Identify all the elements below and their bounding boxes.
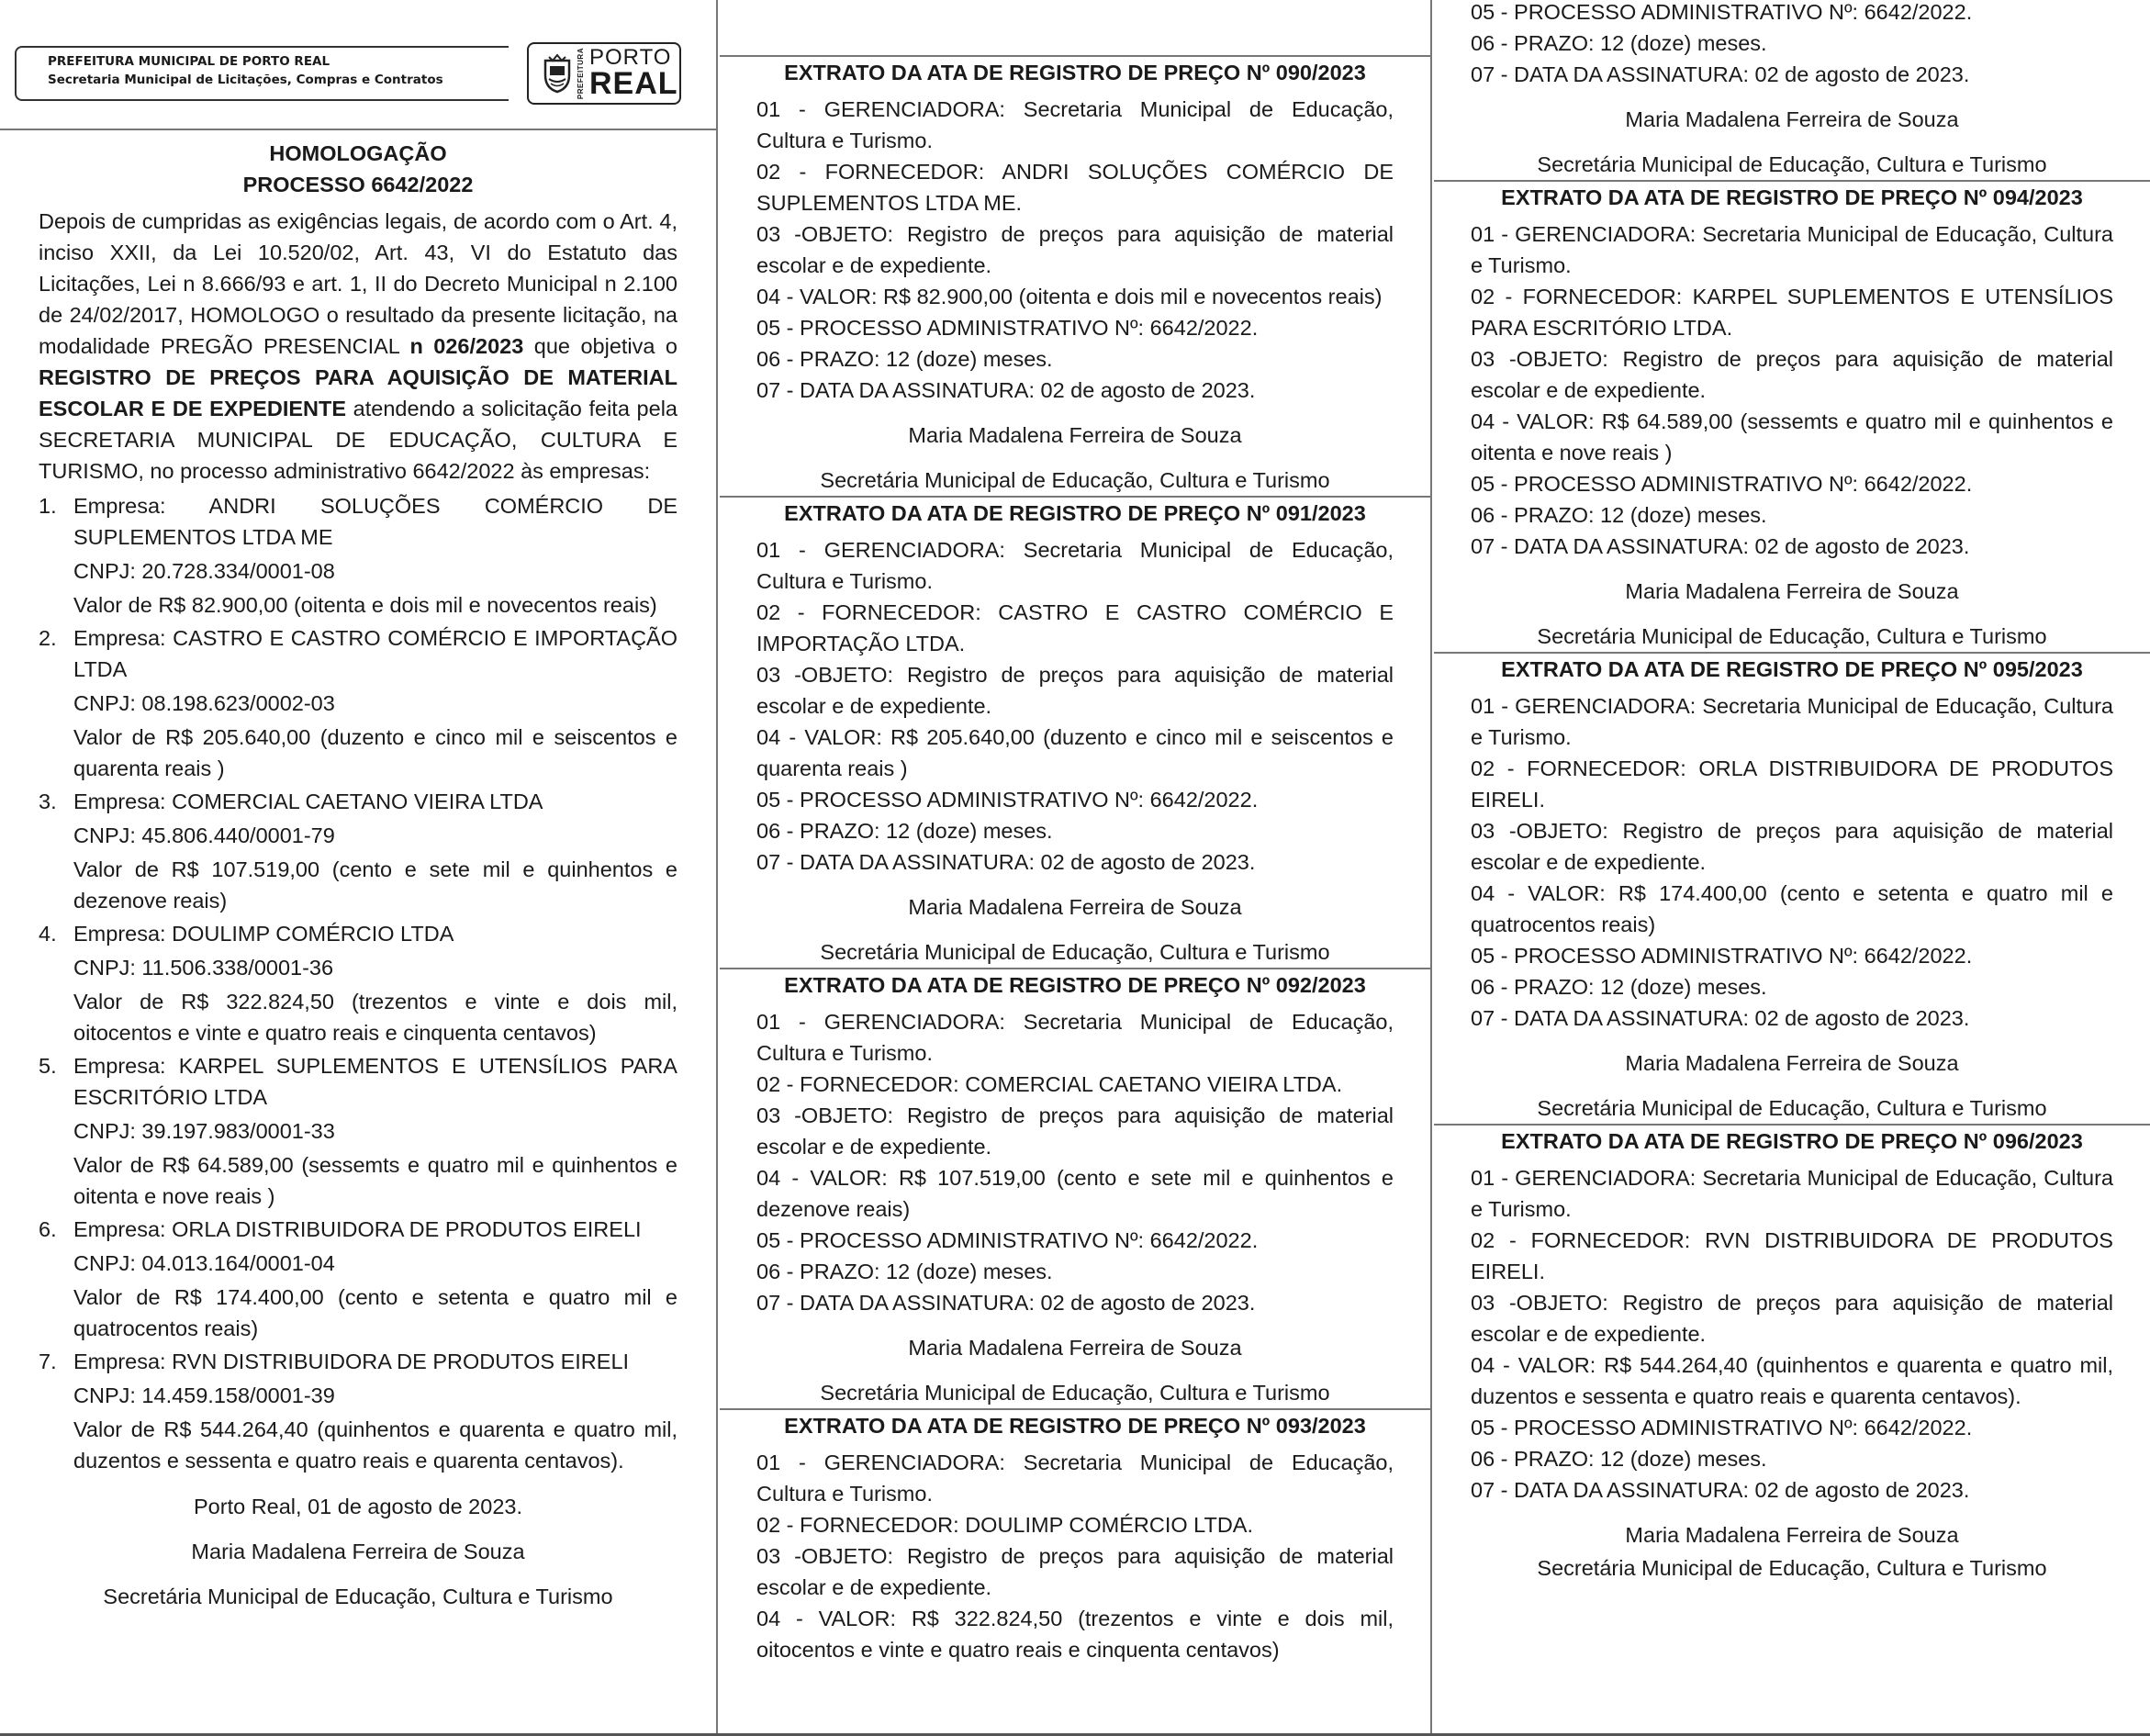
extrato-title: EXTRATO DA ATA DE REGISTRO DE PREÇO Nº 093/2023 bbox=[784, 1414, 1366, 1438]
empresa-number: 2. bbox=[39, 626, 57, 650]
extrato-title: EXTRATO DA ATA DE REGISTRO DE PREÇO Nº 090/2023 bbox=[784, 61, 1366, 84]
homologacao-section bbox=[0, 138, 716, 1612]
extrato-line: 04 - VALOR: R$ 322.824,50 (trezentos e vinte e dois mil, oitocentos e vinte e quatro reais e cinquenta centavos) bbox=[756, 1607, 1394, 1662]
extrato-line: 05 - PROCESSO ADMINISTRATIVO Nº: 6642/2022. bbox=[756, 788, 1259, 812]
extrato-signature-role: Secretária Municipal de Educação, Cultura e Turismo bbox=[1537, 624, 2047, 648]
extrato-signature-name: Maria Madalena Ferreira de Souza bbox=[1625, 1051, 1959, 1075]
extrato-line: 07 - DATA DA ASSINATURA: 02 de agosto de 2023. bbox=[1471, 1006, 1970, 1030]
empresa-valor: Valor de R$ 544.264,40 (quinhentos e quarenta e quatro mil, duzentos e sessenta e quatro reais e quarenta centavos). bbox=[73, 1417, 677, 1473]
extrato-line: 05 - PROCESSO ADMINISTRATIVO Nº: 6642/2022. bbox=[1471, 472, 1973, 496]
extrato-signature-role: Secretária Municipal de Educação, Cultura e Turismo bbox=[1537, 1556, 2047, 1580]
extrato-line: 05 - PROCESSO ADMINISTRATIVO Nº: 6642/2022. bbox=[1471, 1416, 1973, 1439]
empresa-cnpj: CNPJ: 08.198.623/0002-03 bbox=[73, 691, 335, 715]
empresa-valor: Valor de R$ 107.519,00 (cento e sete mil e quinhentos e dezenove reais) bbox=[73, 857, 677, 913]
empresa-valor: Valor de R$ 174.400,00 (cento e setenta e quatro mil e quatrocentos reais) bbox=[73, 1285, 677, 1340]
extrato-line: 03 -OBJETO: Registro de preços para aquisição de material escolar e de expediente. bbox=[1471, 1291, 2113, 1346]
empresa-item bbox=[39, 1050, 677, 1212]
extrato-signature-name: Maria Madalena Ferreira de Souza bbox=[908, 423, 1242, 447]
extrato-signature-role: Secretária Municipal de Educação, Cultura e Turismo bbox=[820, 1381, 1330, 1405]
extrato-line: 02 - FORNECEDOR: CASTRO E CASTRO COMÉRCIO E IMPORTAÇÃO LTDA. bbox=[756, 600, 1394, 655]
extrato-line: 07 - DATA DA ASSINATURA: 02 de agosto de 2023. bbox=[756, 850, 1256, 874]
extrato-line: 06 - PRAZO: 12 (doze) meses. bbox=[1471, 975, 1767, 999]
homologacao-body bbox=[39, 206, 677, 487]
extrato-signature-name: Maria Madalena Ferreira de Souza bbox=[1625, 579, 1959, 603]
extrato-section bbox=[720, 55, 1430, 496]
extrato-section bbox=[1434, 652, 2150, 1124]
empresa-cnpj: CNPJ: 39.197.983/0001-33 bbox=[73, 1119, 335, 1143]
column-extratos-2 bbox=[1434, 0, 2150, 1733]
empresa-item bbox=[39, 1346, 677, 1476]
extrato-signature-name: Maria Madalena Ferreira de Souza bbox=[1625, 1523, 1959, 1547]
porto-real-logo bbox=[527, 42, 681, 105]
empresa-item bbox=[39, 786, 677, 916]
extrato-line: 04 - VALOR: R$ 64.589,00 (sessemts e quatro mil e quinhentos e oitenta e nove reais ) bbox=[1471, 409, 2113, 465]
header-line2: Secretaria Municipal de Licitações, Compras e Contratos bbox=[48, 73, 443, 87]
body-text-2: que objetiva o bbox=[523, 334, 677, 358]
empresa-number: 7. bbox=[39, 1350, 57, 1373]
empresa-name: Empresa: KARPEL SUPLEMENTOS E UTENSÍLIOS PARA ESCRITÓRIO LTDA bbox=[73, 1054, 677, 1109]
extrato-line: 01 - GERENCIADORA: Secretaria Municipal de Educação, Cultura e Turismo. bbox=[1471, 694, 2113, 749]
extrato-line: 03 -OBJETO: Registro de preços para aquisição de material escolar e de expediente. bbox=[1471, 819, 2113, 874]
extrato-line: 06 - PRAZO: 12 (doze) meses. bbox=[1471, 1447, 1767, 1471]
empresa-name: Empresa: CASTRO E CASTRO COMÉRCIO E IMPORTAÇÃO LTDA bbox=[73, 626, 677, 681]
extrato-title: EXTRATO DA ATA DE REGISTRO DE PREÇO Nº 096/2023 bbox=[1501, 1129, 2083, 1153]
homologacao-title: HOMOLOGAÇÃO bbox=[269, 141, 447, 165]
extrato-line: 06 - PRAZO: 12 (doze) meses. bbox=[1471, 503, 1767, 527]
logo-real: REAL bbox=[589, 66, 678, 102]
extrato-line: 03 -OBJETO: Registro de preços para aquisição de material escolar e de expediente. bbox=[756, 1544, 1394, 1599]
extrato-signature-role: Secretária Municipal de Educação, Cultura e Turismo bbox=[820, 468, 1330, 492]
extrato-line: 01 - GERENCIADORA: Secretaria Municipal de Educação, Cultura e Turismo. bbox=[1471, 1166, 2113, 1221]
empresa-valor: Valor de R$ 322.824,50 (trezentos e vinte e dois mil, oitocentos e vinte e quatro reais e cinquenta centavos) bbox=[73, 990, 677, 1045]
extrato-093-continuation bbox=[1434, 0, 2150, 180]
extrato-section bbox=[1434, 1124, 2150, 1584]
empresa-valor: Valor de R$ 82.900,00 (oitenta e dois mil e novecentos reais) bbox=[73, 593, 657, 617]
extrato-line: 02 - FORNECEDOR: COMERCIAL CAETANO VIEIRA LTDA. bbox=[756, 1072, 1343, 1096]
empresa-number: 5. bbox=[39, 1054, 57, 1078]
extrato-signature-name: Maria Madalena Ferreira de Souza bbox=[908, 895, 1242, 919]
empresa-number: 1. bbox=[39, 494, 57, 518]
extrato-title: EXTRATO DA ATA DE REGISTRO DE PREÇO Nº 091/2023 bbox=[784, 501, 1366, 525]
extrato-line: 01 - GERENCIADORA: Secretaria Municipal de Educação, Cultura e Turismo. bbox=[756, 1010, 1394, 1065]
extrato-line: 05 - PROCESSO ADMINISTRATIVO Nº: 6642/2022. bbox=[756, 316, 1259, 340]
extrato-signature-role: Secretária Municipal de Educação, Cultura e Turismo bbox=[1537, 1096, 2047, 1120]
extrato-line: 06 - PRAZO: 12 (doze) meses. bbox=[756, 347, 1053, 371]
header-box bbox=[15, 46, 509, 101]
header-line1: PREFEITURA MUNICIPAL DE PORTO REAL bbox=[48, 54, 330, 69]
extrato-line: 02 - FORNECEDOR: ANDRI SOLUÇÕES COMÉRCIO DE SUPLEMENTOS LTDA ME. bbox=[756, 160, 1394, 215]
empresa-name: Empresa: DOULIMP COMÉRCIO LTDA bbox=[73, 922, 454, 946]
extrato-line: 03 -OBJETO: Registro de preços para aquisição de material escolar e de expediente. bbox=[756, 222, 1394, 277]
extrato-line: 06 - PRAZO: 12 (doze) meses. bbox=[1471, 31, 1767, 55]
extrato-line: 02 - FORNECEDOR: DOULIMP COMÉRCIO LTDA. bbox=[756, 1513, 1254, 1537]
extrato-section bbox=[720, 496, 1430, 968]
extrato-line: 01 - GERENCIADORA: Secretaria Municipal de Educação, Cultura e Turismo. bbox=[1471, 222, 2113, 277]
empresa-number: 4. bbox=[39, 922, 57, 946]
body-text-1-bold: n 026/2023 bbox=[409, 334, 524, 358]
empresa-number: 6. bbox=[39, 1217, 57, 1241]
extrato-line: 02 - FORNECEDOR: KARPEL SUPLEMENTOS E UTENSÍLIOS PARA ESCRITÓRIO LTDA. bbox=[1471, 285, 2113, 340]
extrato-title: EXTRATO DA ATA DE REGISTRO DE PREÇO Nº 094/2023 bbox=[1501, 185, 2083, 209]
extrato-line: 01 - GERENCIADORA: Secretaria Municipal de Educação, Cultura e Turismo. bbox=[756, 97, 1394, 152]
empresa-cnpj: CNPJ: 45.806.440/0001-79 bbox=[73, 823, 335, 847]
extrato-signature-name: Maria Madalena Ferreira de Souza bbox=[1625, 107, 1959, 131]
extrato-line: 02 - FORNECEDOR: ORLA DISTRIBUIDORA DE PRODUTOS EIRELI. bbox=[1471, 756, 2113, 812]
empresa-item bbox=[39, 622, 677, 784]
empresa-name: Empresa: RVN DISTRIBUIDORA DE PRODUTOS EIRELI bbox=[73, 1350, 630, 1373]
empresa-cnpj: CNPJ: 20.728.334/0001-08 bbox=[73, 559, 335, 583]
body-text-1: Depois de cumpridas as exigências legais, de acordo com o Art. 4, inciso XXII, da Lei 10.520/02, Art. 43, VI do Estatuto das Licitações, Lei n 8.666/93 e art. 1, II do Decreto Municipal n 2.100 de 24/02/2017, HOMOLOGO o resultado da presente licitação, na modalidade PREGÃO PRESENCIAL bbox=[39, 209, 677, 358]
extrato-line: 02 - FORNECEDOR: RVN DISTRIBUIDORA DE PRODUTOS EIRELI. bbox=[1471, 1228, 2113, 1283]
empresa-valor: Valor de R$ 64.589,00 (sessemts e quatro mil e quinhentos e oitenta e nove reais ) bbox=[73, 1153, 677, 1208]
extrato-signature-role: Secretária Municipal de Educação, Cultura e Turismo bbox=[820, 940, 1330, 964]
empresa-name: Empresa: ANDRI SOLUÇÕES COMÉRCIO DE SUPLEMENTOS LTDA ME bbox=[73, 494, 677, 549]
logo-vertical-text: PREFEITURA bbox=[577, 47, 585, 100]
column-homologacao bbox=[0, 0, 718, 1733]
signature-name: Maria Madalena Ferreira de Souza bbox=[191, 1540, 525, 1563]
empresa-name: Empresa: COMERCIAL CAETANO VIEIRA LTDA bbox=[73, 790, 543, 813]
page-header bbox=[0, 0, 716, 130]
empresa-cnpj: CNPJ: 11.506.338/0001-36 bbox=[73, 956, 334, 980]
empresa-item bbox=[39, 490, 677, 621]
extrato-line: 05 - PROCESSO ADMINISTRATIVO Nº: 6642/2022. bbox=[1471, 0, 1973, 24]
extrato-line: 04 - VALOR: R$ 174.400,00 (cento e setenta e quatro mil e quatrocentos reais) bbox=[1471, 881, 2113, 936]
extrato-section bbox=[1434, 180, 2150, 652]
logo-porto: PORTO bbox=[589, 45, 672, 71]
signature-role: Secretária Municipal de Educação, Cultura e Turismo bbox=[103, 1585, 613, 1608]
coat-of-arms-icon bbox=[542, 53, 573, 94]
extrato-signature-name: Maria Madalena Ferreira de Souza bbox=[908, 1336, 1242, 1360]
extrato-line: 03 -OBJETO: Registro de preços para aquisição de material escolar e de expediente. bbox=[756, 663, 1394, 718]
local-data: Porto Real, 01 de agosto de 2023. bbox=[194, 1495, 522, 1518]
extrato-line: 04 - VALOR: R$ 107.519,00 (cento e sete mil e quinhentos e dezenove reais) bbox=[756, 1166, 1394, 1221]
extrato-line: 04 - VALOR: R$ 544.264,40 (quinhentos e quarenta e quatro mil, duzentos e sessenta e quatro reais e quarenta centavos). bbox=[1471, 1353, 2113, 1408]
extrato-line: 04 - VALOR: R$ 205.640,00 (duzento e cinco mil e seiscentos e quarenta reais ) bbox=[756, 725, 1394, 780]
empresa-cnpj: CNPJ: 04.013.164/0001-04 bbox=[73, 1251, 335, 1275]
extrato-line: 07 - DATA DA ASSINATURA: 02 de agosto de 2023. bbox=[756, 378, 1256, 402]
empresa-item bbox=[39, 1214, 677, 1344]
extrato-title: EXTRATO DA ATA DE REGISTRO DE PREÇO Nº 095/2023 bbox=[1501, 657, 2083, 681]
extrato-line: 07 - DATA DA ASSINATURA: 02 de agosto de 2023. bbox=[1471, 534, 1970, 558]
column-extratos-1 bbox=[720, 0, 1432, 1733]
extrato-line: 06 - PRAZO: 12 (doze) meses. bbox=[756, 819, 1053, 843]
extrato-line: 05 - PROCESSO ADMINISTRATIVO Nº: 6642/2022. bbox=[756, 1228, 1259, 1252]
extrato-section bbox=[720, 968, 1430, 1408]
extrato-line: 03 -OBJETO: Registro de preços para aquisição de material escolar e de expediente. bbox=[756, 1103, 1394, 1159]
empresas-list bbox=[39, 490, 677, 1476]
extrato-line: 01 - GERENCIADORA: Secretaria Municipal de Educação, Cultura e Turismo. bbox=[756, 1450, 1394, 1506]
extrato-title: EXTRATO DA ATA DE REGISTRO DE PREÇO Nº 092/2023 bbox=[784, 973, 1366, 997]
body-text-3: atendendo a solicitação feita pela SECRETARIA MUNICIPAL DE EDUCAÇÃO, CULTURA E TURISMO, no processo administrativo 6642/2022 às empresas: bbox=[39, 397, 677, 483]
extrato-line: 07 - DATA DA ASSINATURA: 02 de agosto de 2023. bbox=[756, 1291, 1256, 1315]
empresa-valor: Valor de R$ 205.640,00 (duzento e cinco mil e seiscentos e quarenta reais ) bbox=[73, 725, 677, 780]
extrato-signature-role: Secretária Municipal de Educação, Cultura e Turismo bbox=[1537, 152, 2047, 176]
extrato-line: 03 -OBJETO: Registro de preços para aquisição de material escolar e de expediente. bbox=[1471, 347, 2113, 402]
extrato-line: 05 - PROCESSO ADMINISTRATIVO Nº: 6642/2022. bbox=[1471, 944, 1973, 968]
extrato-line: 07 - DATA DA ASSINATURA: 02 de agosto de 2023. bbox=[1471, 1478, 1970, 1502]
extrato-line: 06 - PRAZO: 12 (doze) meses. bbox=[756, 1260, 1053, 1283]
empresa-name: Empresa: ORLA DISTRIBUIDORA DE PRODUTOS EIRELI bbox=[73, 1217, 642, 1241]
extrato-section bbox=[720, 1408, 1430, 1665]
empresa-cnpj: CNPJ: 14.459.158/0001-39 bbox=[73, 1383, 335, 1407]
homologacao-subtitle: PROCESSO 6642/2022 bbox=[242, 173, 474, 196]
extrato-line: 01 - GERENCIADORA: Secretaria Municipal de Educação, Cultura e Turismo. bbox=[756, 538, 1394, 593]
extrato-line: 07 - DATA DA ASSINATURA: 02 de agosto de 2023. bbox=[1471, 62, 1970, 86]
empresa-item bbox=[39, 918, 677, 1048]
body-text-2-bold: REGISTRO DE PREÇOS PARA AQUISIÇÃO DE MATERIAL ESCOLAR E DE EXPEDIENTE bbox=[39, 365, 677, 420]
empresa-number: 3. bbox=[39, 790, 57, 813]
extrato-line: 04 - VALOR: R$ 82.900,00 (oitenta e dois mil e novecentos reais) bbox=[756, 285, 1383, 308]
